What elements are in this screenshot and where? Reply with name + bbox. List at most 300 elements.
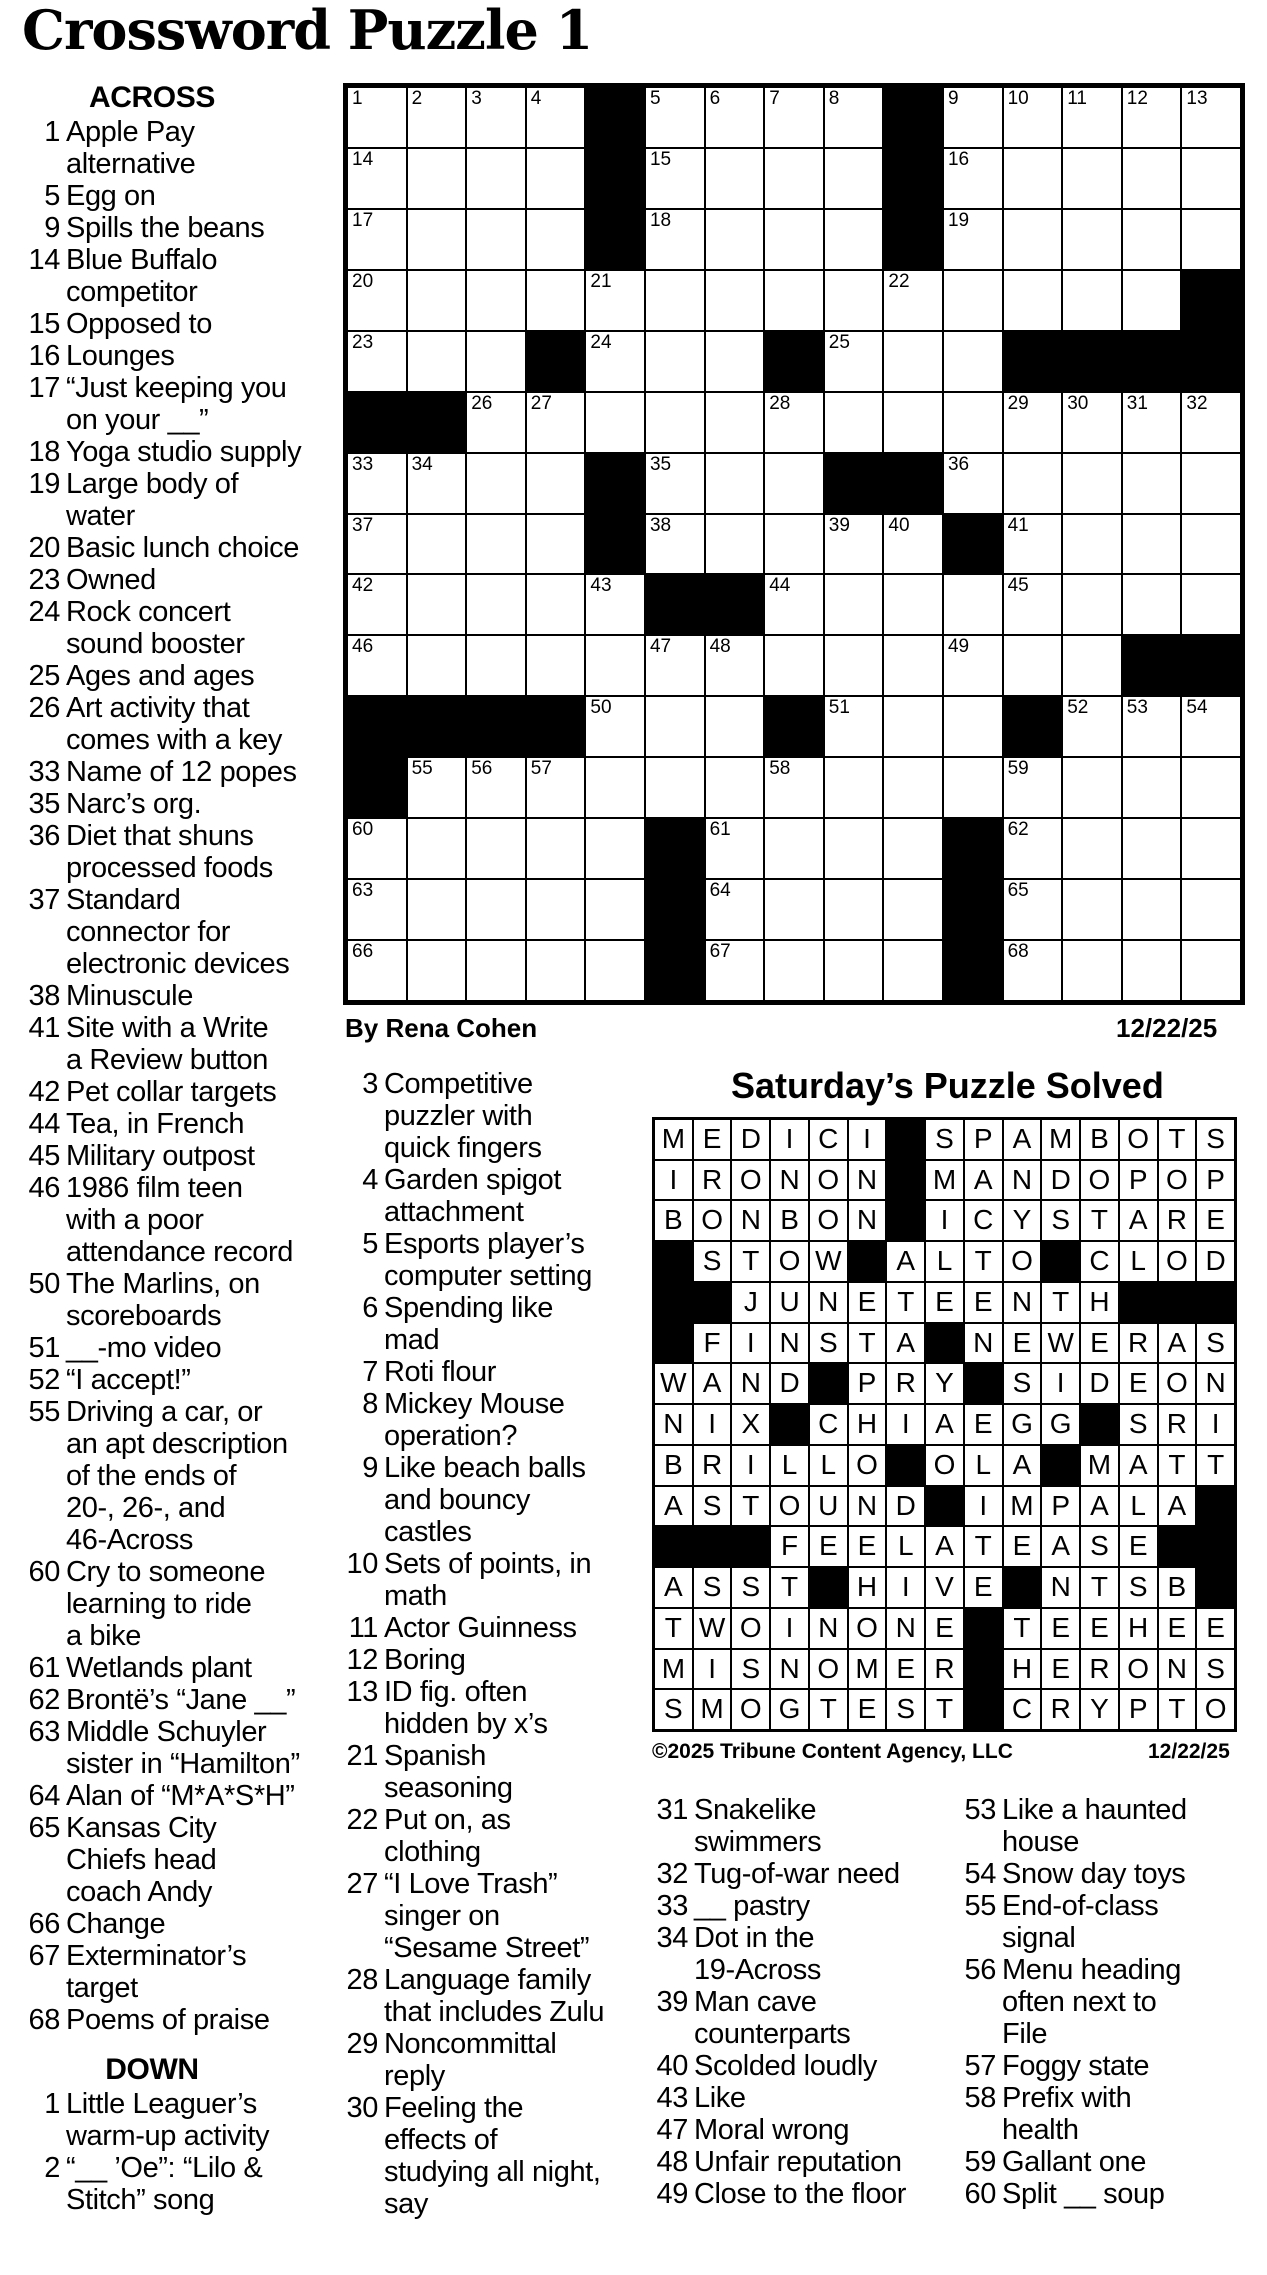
puzzle-cell[interactable]	[1003, 818, 1063, 879]
puzzle-cell[interactable]	[407, 453, 467, 514]
puzzle-cell[interactable]	[585, 574, 645, 635]
puzzle-cell[interactable]	[1062, 574, 1122, 635]
puzzle-cell[interactable]	[824, 87, 884, 148]
puzzle-cell[interactable]	[1122, 209, 1182, 270]
clue-item[interactable]	[650, 1890, 950, 1922]
clue-item[interactable]	[958, 2178, 1258, 2210]
clue-item[interactable]	[22, 1268, 322, 1332]
puzzle-cell[interactable]	[1122, 514, 1182, 575]
puzzle-cell[interactable]	[407, 879, 467, 940]
clue-item[interactable]	[22, 692, 322, 756]
puzzle-cell[interactable]	[764, 392, 824, 453]
puzzle-cell[interactable]	[943, 696, 1003, 757]
puzzle-cell[interactable]	[943, 148, 1003, 209]
clue-item[interactable]	[22, 1172, 322, 1268]
puzzle-cell[interactable]	[1181, 696, 1241, 757]
clue-number: 60	[964, 2178, 996, 2210]
solution-cell: I	[964, 1486, 1003, 1527]
black-square	[943, 940, 1003, 1001]
puzzle-cell[interactable]	[1062, 209, 1122, 270]
puzzle-cell[interactable]	[1062, 696, 1122, 757]
puzzle-cell[interactable]	[585, 270, 645, 331]
puzzle-cell[interactable]	[705, 879, 765, 940]
puzzle-cell[interactable]	[585, 392, 645, 453]
clue-text-line: computer setting	[384, 1260, 592, 1292]
puzzle-cell[interactable]	[705, 818, 765, 879]
puzzle-cell[interactable]	[943, 574, 1003, 635]
puzzle-cell[interactable]	[1003, 757, 1063, 818]
puzzle-cell[interactable]	[883, 940, 943, 1001]
clue-item[interactable]	[22, 532, 322, 564]
puzzle-cell[interactable]	[645, 514, 705, 575]
puzzle-cell[interactable]	[466, 270, 526, 331]
clue-item[interactable]	[340, 1292, 630, 1356]
puzzle-cell[interactable]	[1003, 148, 1063, 209]
puzzle-cell[interactable]	[1181, 757, 1241, 818]
puzzle-cell[interactable]	[824, 331, 884, 392]
puzzle-cell[interactable]	[1003, 209, 1063, 270]
clue-item[interactable]	[22, 1108, 322, 1140]
puzzle-cell[interactable]	[883, 514, 943, 575]
clue-item[interactable]	[340, 1740, 630, 1804]
clue-item[interactable]	[22, 1076, 322, 1108]
puzzle-cell[interactable]	[347, 453, 407, 514]
clue-text-line: Basic lunch choice	[66, 532, 299, 564]
clue-item[interactable]	[340, 1164, 630, 1228]
puzzle-cell[interactable]	[347, 209, 407, 270]
clue-item[interactable]	[22, 1396, 322, 1556]
puzzle-cell[interactable]	[347, 331, 407, 392]
clue-item[interactable]	[958, 1954, 1258, 2050]
puzzle-cell[interactable]	[764, 270, 824, 331]
puzzle-cell[interactable]	[764, 635, 824, 696]
clue-item[interactable]	[650, 1986, 950, 2050]
puzzle-cell[interactable]	[1062, 635, 1122, 696]
clue-item[interactable]	[22, 1908, 322, 1940]
clue-item[interactable]	[22, 1684, 322, 1716]
clue-item[interactable]	[22, 1652, 322, 1684]
puzzle-cell[interactable]	[1181, 574, 1241, 635]
clue-item[interactable]	[650, 2146, 950, 2178]
solution-cell: B	[770, 1200, 809, 1241]
puzzle-cell[interactable]	[883, 635, 943, 696]
puzzle-cell[interactable]	[824, 879, 884, 940]
puzzle-cell[interactable]	[705, 392, 765, 453]
puzzle-cell[interactable]	[585, 635, 645, 696]
cell-number: 66	[352, 941, 374, 963]
puzzle-cell[interactable]	[1062, 757, 1122, 818]
puzzle-cell[interactable]	[705, 331, 765, 392]
puzzle-cell[interactable]	[1181, 87, 1241, 148]
clue-item[interactable]	[22, 756, 322, 788]
clue-item[interactable]	[650, 1858, 950, 1890]
clue-number: 58	[964, 2082, 996, 2114]
clue-item[interactable]	[340, 1612, 630, 1644]
puzzle-cell[interactable]	[1181, 392, 1241, 453]
puzzle-cell[interactable]	[407, 574, 467, 635]
puzzle-cell[interactable]	[883, 392, 943, 453]
puzzle-cell[interactable]	[347, 635, 407, 696]
clue-item[interactable]	[22, 372, 322, 436]
solution-cell: T	[809, 1689, 848, 1730]
puzzle-cell[interactable]	[824, 757, 884, 818]
clue-text-line: Tug-of-war need	[694, 1858, 900, 1890]
puzzle-cell[interactable]	[943, 453, 1003, 514]
puzzle-cell[interactable]	[1122, 574, 1182, 635]
puzzle-cell[interactable]	[1062, 148, 1122, 209]
clue-text-line: Pet collar targets	[66, 1076, 277, 1108]
puzzle-cell[interactable]	[824, 940, 884, 1001]
puzzle-cell[interactable]	[407, 818, 467, 879]
clue-number: 50	[28, 1268, 60, 1300]
puzzle-cell[interactable]	[347, 879, 407, 940]
puzzle-cell[interactable]	[1003, 270, 1063, 331]
clue-text-line: hidden by x’s	[384, 1708, 548, 1740]
puzzle-grid[interactable]	[343, 83, 1245, 1005]
puzzle-cell[interactable]	[407, 757, 467, 818]
clue-item[interactable]	[22, 788, 322, 820]
clue-item[interactable]	[958, 1858, 1258, 1890]
puzzle-cell[interactable]	[347, 940, 407, 1001]
puzzle-cell[interactable]	[764, 209, 824, 270]
puzzle-cell[interactable]	[645, 87, 705, 148]
puzzle-cell[interactable]	[764, 514, 824, 575]
puzzle-cell[interactable]	[883, 818, 943, 879]
puzzle-cell[interactable]	[1122, 940, 1182, 1001]
puzzle-cell[interactable]	[1122, 757, 1182, 818]
solution-cell: E	[1196, 1608, 1235, 1649]
puzzle-cell[interactable]	[1181, 818, 1241, 879]
clue-item[interactable]	[22, 212, 322, 244]
solution-cell: N	[770, 1649, 809, 1690]
clue-item[interactable]	[340, 1868, 630, 1964]
solution-cell: P	[1119, 1160, 1158, 1201]
puzzle-cell[interactable]	[466, 392, 526, 453]
puzzle-cell[interactable]	[1003, 514, 1063, 575]
puzzle-cell[interactable]	[764, 818, 824, 879]
puzzle-cell[interactable]	[407, 514, 467, 575]
puzzle-cell[interactable]	[347, 514, 407, 575]
clue-item[interactable]	[22, 1940, 322, 2004]
clue-text-line: an apt description	[66, 1428, 288, 1460]
puzzle-cell[interactable]	[1181, 940, 1241, 1001]
clue-item[interactable]	[650, 1794, 950, 1858]
puzzle-cell[interactable]	[883, 879, 943, 940]
clue-text-line: attachment	[384, 1196, 524, 1228]
puzzle-cell[interactable]	[407, 331, 467, 392]
clue-item[interactable]	[22, 884, 322, 980]
puzzle-cell[interactable]	[705, 87, 765, 148]
puzzle-cell[interactable]	[1062, 514, 1122, 575]
puzzle-cell[interactable]	[705, 148, 765, 209]
puzzle-cell[interactable]	[585, 879, 645, 940]
puzzle-cell[interactable]	[1122, 818, 1182, 879]
clue-item[interactable]	[22, 1364, 322, 1396]
puzzle-cell[interactable]	[407, 148, 467, 209]
clue-item[interactable]	[958, 1794, 1258, 1858]
solution-cell: N	[809, 1608, 848, 1649]
puzzle-cell[interactable]	[764, 148, 824, 209]
puzzle-cell[interactable]	[705, 209, 765, 270]
cell-number: 64	[709, 880, 731, 902]
puzzle-cell[interactable]	[466, 209, 526, 270]
puzzle-cell[interactable]	[1062, 87, 1122, 148]
puzzle-cell[interactable]	[705, 696, 765, 757]
puzzle-cell[interactable]	[526, 940, 586, 1001]
clue-item[interactable]	[22, 340, 322, 372]
puzzle-cell[interactable]	[585, 331, 645, 392]
clue-item[interactable]	[22, 980, 322, 1012]
puzzle-cell[interactable]	[645, 696, 705, 757]
puzzle-cell[interactable]	[1122, 270, 1182, 331]
puzzle-cell[interactable]	[1122, 453, 1182, 514]
clue-item[interactable]	[22, 308, 322, 340]
clue-item[interactable]	[22, 116, 322, 180]
clue-item[interactable]	[22, 1140, 322, 1172]
clue-item[interactable]	[340, 1804, 630, 1868]
clue-item[interactable]	[650, 2050, 950, 2082]
puzzle-cell[interactable]	[705, 514, 765, 575]
solution-cell: O	[693, 1200, 732, 1241]
puzzle-cell[interactable]	[585, 757, 645, 818]
puzzle-cell[interactable]	[466, 635, 526, 696]
clue-item[interactable]	[650, 1922, 950, 1986]
puzzle-cell[interactable]	[705, 757, 765, 818]
puzzle-cell[interactable]	[883, 331, 943, 392]
puzzle-cell[interactable]	[943, 757, 1003, 818]
puzzle-cell[interactable]	[466, 574, 526, 635]
puzzle-cell[interactable]	[943, 209, 1003, 270]
puzzle-cell[interactable]	[824, 696, 884, 757]
puzzle-cell[interactable]	[824, 392, 884, 453]
clue-item[interactable]	[340, 1356, 630, 1388]
clue-item[interactable]	[22, 1332, 322, 1364]
clue-item[interactable]	[340, 1388, 630, 1452]
puzzle-cell[interactable]	[526, 818, 586, 879]
puzzle-cell[interactable]	[1181, 453, 1241, 514]
puzzle-cell[interactable]	[705, 940, 765, 1001]
clue-item[interactable]	[22, 1556, 322, 1652]
puzzle-cell[interactable]	[1003, 87, 1063, 148]
clue-item[interactable]	[22, 468, 322, 532]
clue-item[interactable]	[340, 2028, 630, 2092]
solution-cell: M	[654, 1649, 693, 1690]
puzzle-cell[interactable]	[347, 818, 407, 879]
puzzle-cell[interactable]	[526, 757, 586, 818]
black-square	[1122, 331, 1182, 392]
puzzle-cell[interactable]	[824, 148, 884, 209]
puzzle-cell[interactable]	[347, 270, 407, 331]
puzzle-cell[interactable]	[705, 270, 765, 331]
puzzle-cell[interactable]	[943, 270, 1003, 331]
clue-item[interactable]	[340, 1644, 630, 1676]
solution-cell: E	[964, 1404, 1003, 1445]
clue-item[interactable]	[22, 1780, 322, 1812]
puzzle-cell[interactable]	[526, 148, 586, 209]
puzzle-cell[interactable]	[585, 818, 645, 879]
clue-item[interactable]	[340, 1452, 630, 1548]
puzzle-cell[interactable]	[466, 331, 526, 392]
puzzle-cell[interactable]	[526, 270, 586, 331]
clue-item[interactable]	[22, 2152, 322, 2216]
puzzle-cell[interactable]	[466, 453, 526, 514]
clue-item[interactable]	[22, 1716, 322, 1780]
clue-item[interactable]	[22, 244, 322, 308]
puzzle-cell[interactable]	[466, 940, 526, 1001]
clue-item[interactable]	[650, 2114, 950, 2146]
puzzle-cell[interactable]	[347, 87, 407, 148]
clue-number: 19	[28, 468, 60, 500]
clue-item[interactable]	[22, 564, 322, 596]
solution-cell: E	[848, 1282, 887, 1323]
puzzle-cell[interactable]	[943, 392, 1003, 453]
puzzle-cell[interactable]	[466, 87, 526, 148]
puzzle-cell[interactable]	[883, 270, 943, 331]
puzzle-cell[interactable]	[1122, 87, 1182, 148]
puzzle-cell[interactable]	[347, 148, 407, 209]
clue-item[interactable]	[22, 1812, 322, 1908]
puzzle-cell[interactable]	[466, 757, 526, 818]
clue-item[interactable]	[22, 596, 322, 660]
puzzle-cell[interactable]	[526, 574, 586, 635]
puzzle-cell[interactable]	[764, 940, 824, 1001]
puzzle-cell[interactable]	[943, 635, 1003, 696]
clue-item[interactable]	[340, 1068, 630, 1164]
puzzle-cell[interactable]	[526, 514, 586, 575]
puzzle-cell[interactable]	[883, 574, 943, 635]
puzzle-cell[interactable]	[466, 879, 526, 940]
puzzle-cell[interactable]	[764, 757, 824, 818]
puzzle-cell[interactable]	[645, 148, 705, 209]
solution-cell: H	[1080, 1282, 1119, 1323]
clue-item[interactable]	[958, 2146, 1258, 2178]
clue-item[interactable]	[22, 1012, 322, 1076]
puzzle-cell[interactable]	[824, 209, 884, 270]
puzzle-cell[interactable]	[1062, 940, 1122, 1001]
puzzle-cell[interactable]	[1122, 392, 1182, 453]
puzzle-cell[interactable]	[1181, 514, 1241, 575]
puzzle-cell[interactable]	[824, 574, 884, 635]
clue-text-line: Gallant one	[1002, 2146, 1146, 2178]
puzzle-cell[interactable]	[526, 635, 586, 696]
puzzle-cell[interactable]	[1003, 574, 1063, 635]
puzzle-cell[interactable]	[1181, 148, 1241, 209]
puzzle-cell[interactable]	[824, 635, 884, 696]
puzzle-cell[interactable]	[645, 270, 705, 331]
puzzle-cell[interactable]	[526, 453, 586, 514]
puzzle-cell[interactable]	[883, 696, 943, 757]
clue-item[interactable]	[22, 180, 322, 212]
puzzle-cell[interactable]	[526, 392, 586, 453]
clue-item[interactable]	[958, 2082, 1258, 2146]
clue-item[interactable]	[22, 820, 322, 884]
solution-cell: O	[770, 1241, 809, 1282]
clue-item[interactable]	[22, 2004, 322, 2036]
puzzle-cell[interactable]	[1062, 453, 1122, 514]
puzzle-cell[interactable]	[526, 209, 586, 270]
puzzle-cell[interactable]	[347, 574, 407, 635]
puzzle-cell[interactable]	[645, 392, 705, 453]
clue-item[interactable]	[958, 2050, 1258, 2082]
clue-item[interactable]	[340, 1676, 630, 1740]
puzzle-cell[interactable]	[824, 514, 884, 575]
clue-item[interactable]	[650, 2082, 950, 2114]
puzzle-cell[interactable]	[407, 87, 467, 148]
puzzle-cell[interactable]	[1122, 696, 1182, 757]
puzzle-cell[interactable]	[943, 331, 1003, 392]
puzzle-cell[interactable]	[585, 696, 645, 757]
puzzle-cell[interactable]	[1181, 879, 1241, 940]
puzzle-cell[interactable]	[407, 209, 467, 270]
solution-cell: N	[1003, 1282, 1042, 1323]
puzzle-cell[interactable]	[585, 940, 645, 1001]
puzzle-cell[interactable]	[645, 453, 705, 514]
clue-item[interactable]	[650, 2178, 950, 2210]
black-square	[1122, 635, 1182, 696]
solution-cell: T	[1080, 1567, 1119, 1608]
puzzle-cell[interactable]	[407, 270, 467, 331]
puzzle-cell[interactable]	[824, 270, 884, 331]
clue-item[interactable]	[22, 2088, 322, 2152]
puzzle-cell[interactable]	[883, 757, 943, 818]
puzzle-cell[interactable]	[764, 87, 824, 148]
puzzle-cell[interactable]	[1181, 209, 1241, 270]
puzzle-cell[interactable]	[1062, 818, 1122, 879]
clue-item[interactable]	[340, 1228, 630, 1292]
puzzle-cell[interactable]	[1122, 879, 1182, 940]
cell-number: 43	[590, 575, 612, 597]
puzzle-cell[interactable]	[1062, 392, 1122, 453]
clue-item[interactable]	[340, 2092, 630, 2220]
puzzle-cell[interactable]	[466, 148, 526, 209]
clue-text-line: Spills the beans	[66, 212, 265, 244]
clue-text-line: connector for	[66, 916, 231, 948]
puzzle-cell[interactable]	[466, 818, 526, 879]
clue-text-line: Esports player’s	[384, 1228, 585, 1260]
puzzle-cell[interactable]	[526, 879, 586, 940]
puzzle-cell[interactable]	[466, 514, 526, 575]
clue-item[interactable]	[340, 1964, 630, 2028]
puzzle-cell[interactable]	[1003, 453, 1063, 514]
puzzle-cell[interactable]	[645, 635, 705, 696]
clue-item[interactable]	[958, 1890, 1258, 1954]
puzzle-cell[interactable]	[645, 209, 705, 270]
puzzle-cell[interactable]	[764, 574, 824, 635]
puzzle-cell[interactable]	[764, 879, 824, 940]
puzzle-cell[interactable]	[645, 757, 705, 818]
puzzle-cell[interactable]	[526, 87, 586, 148]
puzzle-cell[interactable]	[705, 453, 765, 514]
puzzle-cell[interactable]	[705, 635, 765, 696]
puzzle-cell[interactable]	[943, 87, 1003, 148]
puzzle-cell[interactable]	[1003, 635, 1063, 696]
puzzle-cell[interactable]	[407, 940, 467, 1001]
puzzle-cell[interactable]	[407, 635, 467, 696]
clue-item[interactable]	[22, 436, 322, 468]
puzzle-cell[interactable]	[1003, 392, 1063, 453]
puzzle-cell[interactable]	[1003, 940, 1063, 1001]
puzzle-cell[interactable]	[1122, 148, 1182, 209]
clue-item[interactable]	[22, 660, 322, 692]
puzzle-cell[interactable]	[1003, 879, 1063, 940]
puzzle-cell[interactable]	[1062, 270, 1122, 331]
puzzle-cell[interactable]	[824, 818, 884, 879]
solution-cell: T	[1003, 1608, 1042, 1649]
clue-item[interactable]	[340, 1548, 630, 1612]
puzzle-cell[interactable]	[764, 453, 824, 514]
puzzle-cell[interactable]	[1062, 879, 1122, 940]
puzzle-cell[interactable]	[645, 331, 705, 392]
